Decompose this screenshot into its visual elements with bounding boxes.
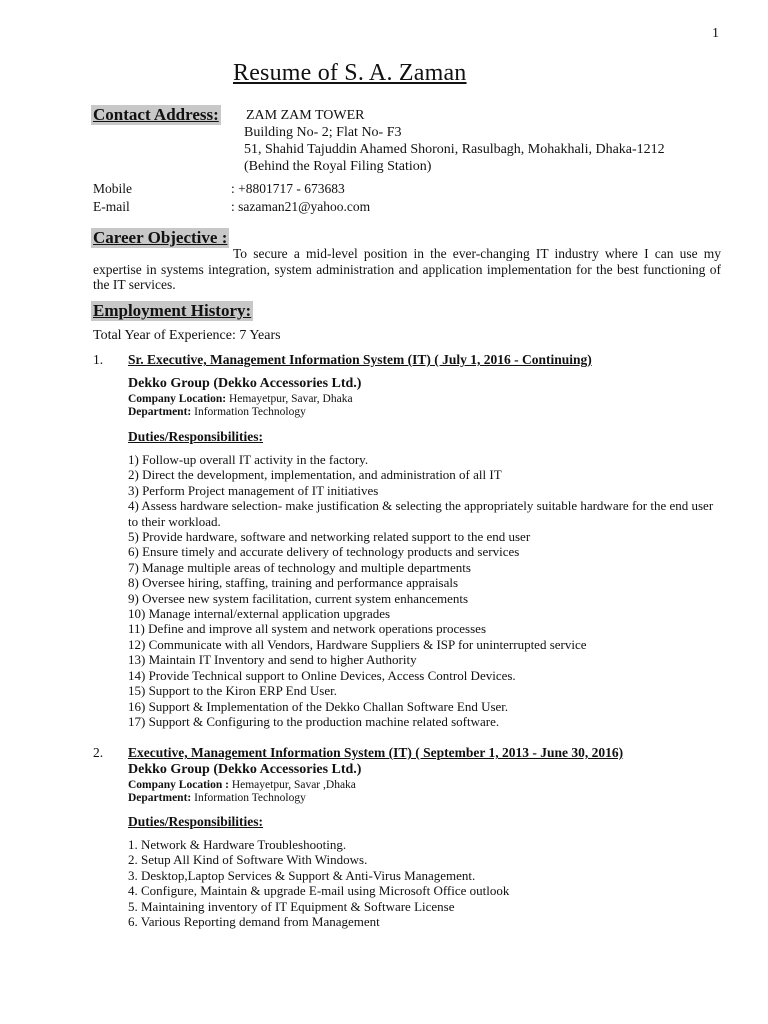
job-1-department-label: Department: [128,406,192,418]
career-objective-text: To secure a mid-level position in the ever-changing IT industry where I can use my expertise in systems integration, system administration and application implementation for the best functioning of the IT services. [93,246,721,292]
job-2-number: 2. [93,745,104,760]
list-item: 10) Manage internal/external application upgrades [128,606,391,622]
job-2-title: Executive, Management Information System (IT) ( September 1, 2013 - June 30, 2016) [128,745,624,760]
job-2-location [128,779,356,791]
mobile-label: Mobile [93,181,132,196]
list-item: 4. Configure, Maintain & upgrade E-mail using Microsoft Office outlook [128,883,510,899]
list-item: 4) Assess hardware selection- make justification & selecting the appropriately suitable hardware for the end user to their workload. [128,498,714,529]
list-item: 14) Provide Technical support to Online Devices, Access Control Devices. [128,667,516,683]
email-value: : sazaman21@yahoo.com [231,199,371,214]
list-item: 9) Oversee new system facilitation, current system enhancements [128,590,469,606]
job-1-department [128,406,306,418]
list-item: 13) Maintain IT Inventory and send to higher Authority [128,652,417,668]
job-2-company: Dekko Group (Dekko Accessories Ltd.) [128,762,362,777]
job-2-duties-list [128,837,722,929]
list-item: 5) Provide hardware, software and networking related support to the end user [128,529,531,545]
job-1-department-value: Information Technology [191,406,306,418]
list-item: 5. Maintaining inventory of IT Equipment & Software License [128,898,455,914]
career-objective-heading: Career Objective : [93,228,228,247]
employment-history-heading: Employment History: [93,301,252,320]
resume-title: Resume of S. A. Zaman [233,60,467,86]
address-line-4: (Behind the Royal Filing Station) [244,159,432,174]
list-item: 6) Ensure timely and accurate delivery of technology products and services [128,544,520,560]
mobile-value: : +8801717 - 673683 [231,181,345,196]
job-1-duties-list [128,452,722,729]
list-item: 1) Follow-up overall IT activity in the factory. [128,452,369,467]
job-1-number: 1. [93,352,104,367]
list-item: 11) Define and improve all system and network operations processes [128,621,487,637]
job-1-location-value: Hemayetpur, Savar, Dhaka [226,393,353,405]
job-1-location [128,393,353,405]
list-item: 7) Manage multiple areas of technology and multiple departments [128,559,471,575]
list-item: 12) Communicate with all Vendors, Hardware Suppliers & ISP for uninterrupted service [128,636,587,652]
list-item: 16) Support & Implementation of the Dekko Challan Software End User. [128,698,509,714]
list-item: 17) Support & Configuring to the production machine related software. [128,713,500,729]
job-2-department [128,792,306,804]
email-label: E-mail [93,199,130,214]
list-item: 3. Desktop,Laptop Services & Support & Anti-Virus Management. [128,867,476,883]
job-1-company: Dekko Group (Dekko Accessories Ltd.) [128,376,362,391]
address-line-1: ZAM ZAM TOWER [246,108,365,123]
list-item: 3) Perform Project management of IT initiatives [128,482,379,498]
job-2-department-label: Department: [128,792,192,804]
job-1-location-label: Company Location: [128,393,227,405]
job-2-duties-heading: Duties/Responsibilities: [128,814,264,829]
page-number: 1 [712,26,719,41]
list-item: 2. Setup All Kind of Software With Windows. [128,852,368,868]
list-item: 1. Network & Hardware Troubleshooting. [128,837,347,852]
list-item: 2) Direct the development, implementation, and administration of all IT [128,467,502,483]
job-2-department-value: Information Technology [191,792,306,804]
list-item: 15) Support to the Kiron ERP End User. [128,683,337,699]
total-experience: Total Year of Experience: 7 Years [93,328,281,343]
job-1-duties-heading: Duties/Responsibilities: [128,429,264,444]
job-1-title: Sr. Executive, Management Information System (IT) ( July 1, 2016 - Continuing) [128,352,592,367]
list-item: 6. Various Reporting demand from Management [128,914,380,930]
address-line-2: Building No- 2; Flat No- F3 [244,125,402,140]
address-line-3: 51, Shahid Tajuddin Ahamed Shoroni, Rasulbagh, Mohakhali, Dhaka-1212 [244,142,665,157]
contact-address-heading: Contact Address: [93,105,219,124]
job-2-location-label: Company Location : [128,779,229,791]
list-item: 8) Oversee hiring, staffing, training and performance appraisals [128,575,459,591]
job-2-location-value: Hemayetpur, Savar ,Dhaka [228,779,356,791]
